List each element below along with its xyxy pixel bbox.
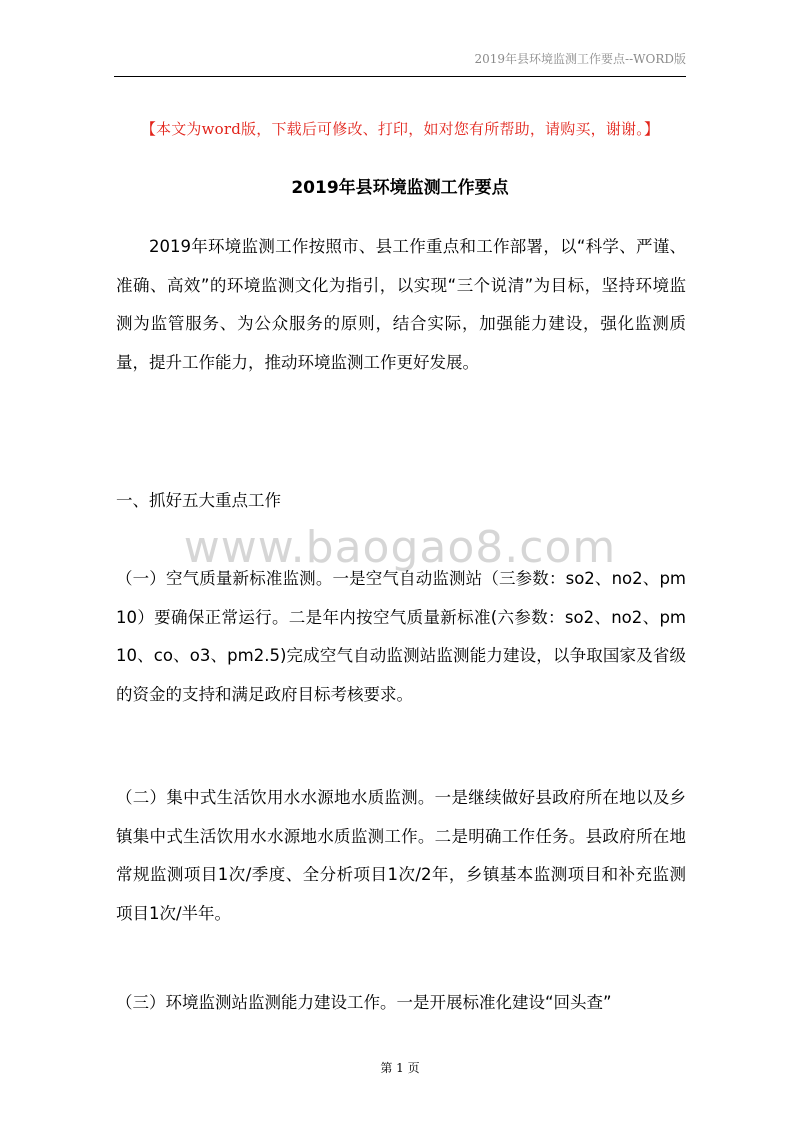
page-header-text: 2019年县环境监测工作要点--WORD版 (474, 52, 686, 66)
list-item-air-quality: （一）空气质量新标准监测。一是空气自动监测站（三参数：so2、no2、pm10）要确保正常运行。二是年内按空气质量新标准(六参数：so2、no2、pm10、co、o3、pm2.5)完成空气自动监测站监测能力建设，以争取国家及省级的资金的支持和满足政府目标考核要求。 (116, 569, 686, 704)
section-heading: 一、抓好五大重点工作 (116, 491, 281, 510)
site-watermark: www.baogao8.com (183, 522, 617, 573)
page-number: 第 1 页 (380, 1061, 420, 1075)
list-item-station-capacity: （三）环境监测站监测能力建设工作。一是开展标准化建设“回头查” (116, 993, 612, 1012)
document-title: 2019年县环境监测工作要点 (291, 178, 509, 198)
list-item-water-source: （二）集中式生活饮用水水源地水质监测。一是继续做好县政府所在地以及乡镇集中式生活饮用水水源地水质监测工作。二是明确工作任务。县政府所在地常规监测项目1次/季度、全分析项目1次/2年，乡镇基本监测项目和补充监测项目1次/半年。 (116, 788, 686, 923)
purchase-notice: 【本文为word版，下载后可修改、打印，如对您有所帮助，请购买，谢谢。】 (140, 120, 660, 138)
header-divider (114, 76, 686, 77)
intro-paragraph: 2019年环境监测工作按照市、县工作重点和工作部署，以“科学、严谨、准确、高效”的环境监测文化为指引，以实现“三个说清”为目标，坚持环境监测为监管服务、为公众服务的原则，结合实际，加强能力建设，强化监测质量，提升工作能力，推动环境监测工作更好发展。 (116, 237, 686, 372)
